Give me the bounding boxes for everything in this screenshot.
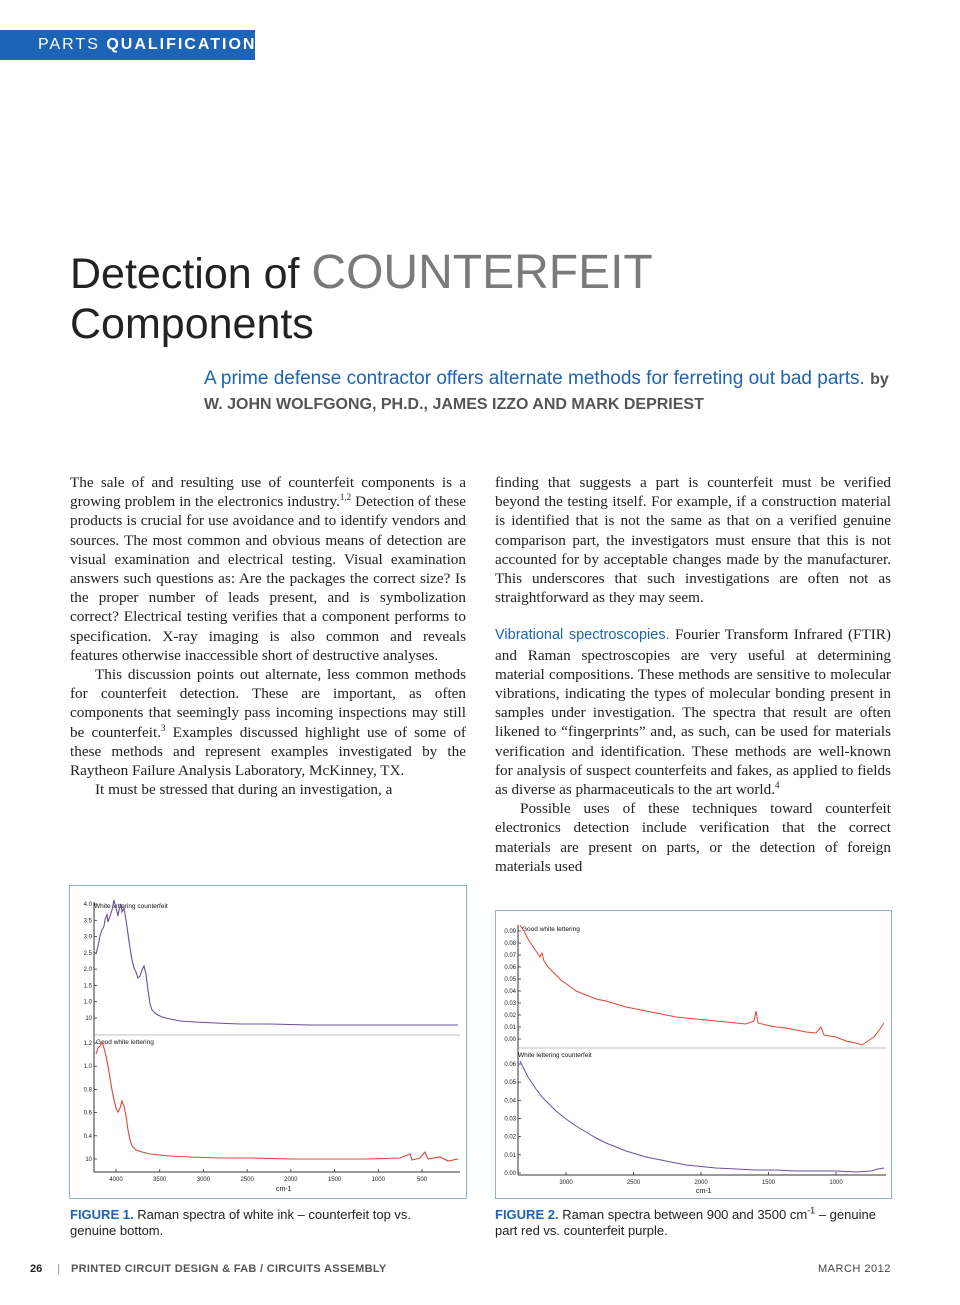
series-label-genuine: Good white lettering xyxy=(522,926,580,933)
x-axis-unit: cm-1 xyxy=(696,1188,712,1195)
y-tick-label: 0.06 xyxy=(504,1062,516,1068)
x-axis-unit: cm-1 xyxy=(276,1186,292,1193)
y-tick-label: 0.05 xyxy=(504,1080,516,1087)
caption-sup: -1 xyxy=(807,1205,816,1216)
y-tick-label: 0.03 xyxy=(504,1001,516,1007)
paragraph: finding that suggests a part is counterfeit must be verified beyond the testing itself. For example, if a construction material is identified that is not the same as that on a verified genuine comparison part, the investigators must ensure that this is not accounted for by acceptable changes made by the manufacturer. This underscores that such investigations are often not as straightforward as they may seem. xyxy=(495,474,891,607)
paragraph: It must be stressed that during an investigation, a xyxy=(95,781,393,799)
series-label-counterfeit: White lettering counterfeit xyxy=(94,903,168,910)
y-tick-label: 1.0 xyxy=(83,999,92,1006)
text-run: Detection of these products is crucial for use avoidance and to identify vendors and sources. The most common and obvious means of detection are visual examination and electrical testing. Visual examination answers such questions as: Are the packages the correct size? Is the proper number of leads present, and is symbolization correct? Electrical testing verifies that a component performs to specification. X-ray imaging is also common and reveals features otherwise inaccessible short of destructive analyses. xyxy=(70,493,466,664)
y-tick-label: 0.00 xyxy=(504,1171,516,1177)
spectrum-genuine-line xyxy=(520,925,884,1045)
page-number: 26 xyxy=(30,1263,43,1275)
y-tick-label: 0.01 xyxy=(504,1025,516,1031)
paragraph xyxy=(70,665,466,780)
deck-text: A prime defense contractor offers alternate methods for ferreting out bad parts. xyxy=(204,368,865,389)
x-tick-label: 4000 xyxy=(109,1177,123,1183)
footnote-ref: 4 xyxy=(775,779,780,790)
x-tick-label: 1000 xyxy=(371,1177,385,1183)
article-title xyxy=(70,248,890,349)
spectrum-counterfeit-line xyxy=(520,1061,884,1172)
y-tick-label: 0.00 xyxy=(504,1037,516,1043)
text-run: Examples discussed highlight use of some of these methods and represent examples investigated by the Raytheon Failure Analysis Laboratory, McKinney, TX. xyxy=(70,723,466,780)
x-tick-label: 2500 xyxy=(626,1180,641,1186)
figure-2 xyxy=(495,910,892,1199)
footer-separator: | xyxy=(57,1263,60,1275)
y-tick-label: 1.0 xyxy=(83,1064,92,1071)
y-tick-label: 0.05 xyxy=(504,977,516,983)
y-tick-label: 0.8 xyxy=(83,1087,92,1094)
section-label-b: QUALIFICATION xyxy=(106,36,257,53)
y-tick-label: 10 xyxy=(85,1157,92,1163)
paragraph xyxy=(70,473,466,665)
body-column-left xyxy=(70,473,466,799)
caption-label: FIGURE 1. xyxy=(70,1207,134,1222)
y-tick-label: 10 xyxy=(85,1016,92,1022)
series-label-counterfeit: White lettering counterfeit xyxy=(518,1052,592,1059)
y-tick-label: 0.02 xyxy=(504,1134,516,1141)
y-tick-label: 0.02 xyxy=(504,1013,516,1019)
issue-date: MARCH 2012 xyxy=(818,1263,891,1275)
y-tick-label: 0.01 xyxy=(504,1152,516,1159)
y-tick-label: 4.0 xyxy=(83,902,92,908)
y-tick-label: 2.5 xyxy=(83,950,92,957)
y-tick-label: 0.4 xyxy=(83,1133,92,1140)
caption-text: – genuine part red vs. counterfeit purple. xyxy=(495,1207,876,1238)
x-tick-label: 2000 xyxy=(284,1177,298,1183)
figure-1-caption xyxy=(70,1207,460,1239)
x-tick-label: 2000 xyxy=(694,1180,708,1186)
y-tick-label: 3.5 xyxy=(83,918,92,925)
paragraph: Possible uses of these techniques toward counterfeit electronics detection include verification that the correct materials are present on parts, or the detection of foreign materials used xyxy=(495,800,891,875)
title-emphasis: COUNTERFEIT xyxy=(311,246,653,299)
series-label-genuine: Good white lettering xyxy=(96,1039,154,1046)
y-tick-label: 1.5 xyxy=(83,983,92,990)
y-tick-label: 2.0 xyxy=(83,967,92,974)
caption-label: FIGURE 2. xyxy=(495,1207,559,1222)
raman-chart-2 xyxy=(496,911,891,1198)
x-tick-label: 3000 xyxy=(196,1177,211,1183)
x-tick-label: 1500 xyxy=(327,1177,342,1183)
x-tick-label: 1500 xyxy=(761,1180,776,1186)
subhead: Vibrational spectroscopies. xyxy=(495,627,670,644)
y-tick-label: 3.0 xyxy=(83,934,92,941)
x-tick-label: 500 xyxy=(416,1177,428,1183)
section-label-a: PARTS xyxy=(38,36,107,53)
text-run: This discussion points out alternate, less common methods for counterfeit detection. These are important, as often components that seemingly pass incoming inspections may still be counterfeit. xyxy=(70,666,466,741)
y-tick-label: 0.09 xyxy=(504,929,516,935)
y-tick-label: 1.2 xyxy=(83,1041,92,1047)
y-tick-label: 0.6 xyxy=(83,1110,92,1117)
y-tick-label: 0.06 xyxy=(504,965,516,971)
y-tick-label: 0.04 xyxy=(504,989,516,995)
article-deck xyxy=(204,367,894,417)
text-run: Fourier Transform Infrared (FTIR) and Raman spectroscopies are very useful at determining material compositions. These methods are sensitive to molecular vibrations, indicating the types of molecular bonding present in samples under investigation. The spectra that result are often likened to “fingerprints” and, as such, can be used for materials verification and identification. These methods are well-known for analysis of suspect counterfeits and fakes, as applied to fields as diverse as pharmaceuticals to the art world. xyxy=(495,626,891,799)
caption-text: Raman spectra of white ink – counterfeit top vs. genuine bottom. xyxy=(70,1207,412,1238)
spectrum-counterfeit-line xyxy=(96,900,458,1025)
byline: by W. JOHN WOLFGONG, PH.D., JAMES IZZO AND MARK DEPRIEST xyxy=(204,371,889,413)
x-tick-label: 3000 xyxy=(559,1180,573,1186)
y-tick-label: 0.08 xyxy=(504,941,516,947)
publication-name: PRINTED CIRCUIT DESIGN & FAB / CIRCUITS ASSEMBLY xyxy=(71,1263,387,1275)
footnote-ref: 1,2 xyxy=(339,492,352,503)
footnote-ref: 3 xyxy=(161,722,166,733)
raman-chart-1 xyxy=(70,886,466,1198)
text-run: The sale of and resulting use of counterfeit components is a growing problem in the electronics industry. xyxy=(70,474,466,511)
section-tab xyxy=(0,30,255,60)
title-line2: Components xyxy=(70,300,314,348)
y-tick-label: 0.03 xyxy=(504,1116,516,1123)
paragraph xyxy=(495,625,891,799)
spectrum-genuine-line xyxy=(96,1042,458,1161)
x-tick-label: 2500 xyxy=(240,1177,254,1183)
figure-1 xyxy=(69,885,467,1199)
y-tick-label: 0.04 xyxy=(504,1098,516,1105)
y-tick-label: 0.07 xyxy=(504,953,516,959)
title-part1: Detection of xyxy=(70,250,312,298)
caption-text: Raman spectra between 900 and 3500 cm xyxy=(558,1207,808,1222)
x-tick-label: 1000 xyxy=(829,1180,843,1186)
body-column-right xyxy=(495,473,891,876)
figure-2-caption xyxy=(495,1207,890,1239)
x-tick-label: 3500 xyxy=(153,1177,167,1183)
